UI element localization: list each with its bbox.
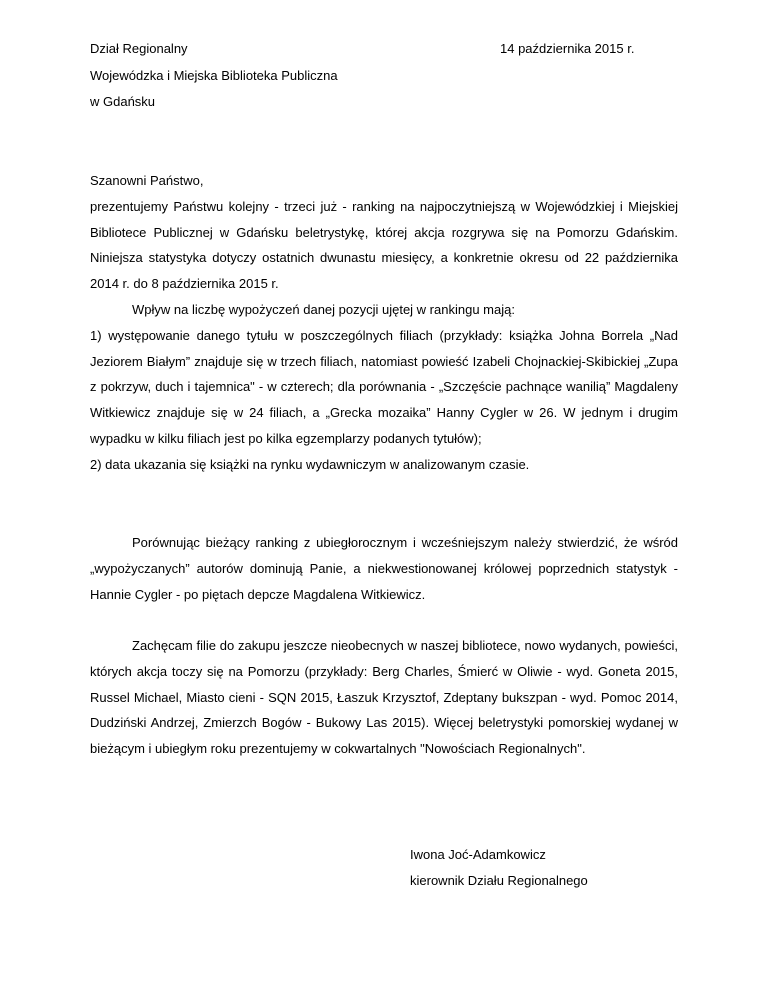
salutation: Szanowni Państwo, (90, 173, 204, 188)
factor-item-2: 2) data ukazania się książki na rynku wydawniczym w analizowanym czasie. (90, 456, 530, 472)
library-name: Wojewódzka i Miejska Biblioteka Publiczna (90, 68, 338, 83)
library-city: w Gdańsku (90, 94, 156, 109)
department-name: Dział Regionalny (90, 41, 188, 56)
signature-name: Iwona Joć-Adamkowicz (410, 847, 546, 862)
factor-item-1: 1) występowanie danego tytułu w poszczególnych filiach (przykłady: książka Johna Borrela „Nad Jeziorem Białym” znajduje się w trzech filiach, natomiast powieść Izabeli Chojnackiej-Skibickiej „Zupa z pokrzyw, duch i tajemnica" - w czterech; dla porównania - „Szczęście pachnące wanilią” Magdaleny Witkiewicz znajduje się w 24 filiach, a „Grecka mozaika” Hanny Cygler w 26. W jednym i drugim wypadku w kilku filiach jest po kilka egzemplarzy podanych tytułów); (90, 327, 678, 446)
letter-date: 14 października 2015 r. (500, 41, 635, 56)
paragraph-recommendation-block (90, 633, 678, 762)
paragraph-recommendation: Zachęcam filie do zakupu jeszcze nieobecnych w naszej bibliotece, nowo wydanych, powieści, których akcja toczy się na Pomorzu (przykłady: Berg Charles, Śmierć w Oliwie - wyd. Goneta 2015, Russel Michael, Miasto cieni - SQN 2015, Łaszuk Krzysztof, Zdeptany bukszpan - wyd. Pomoc 2014, Dudziński Andrzej, Zmierzch Bogów - Bukowy Las 2015). Więcej beletrystyki pomorskiej wydanej w bieżącym i ubiegłym roku prezentujemy w cokwartalnych "Nowościach Regionalnych". (90, 638, 678, 757)
paragraph-factors: Wpływ na liczbę wypożyczeń danej pozycji ujętej w rankingu mają: (132, 301, 515, 317)
paragraph-intro: prezentujemy Państwu kolejny - trzeci już - ranking na najpoczytniejszą w Wojewódzkiej i Miejskiej Bibliotece Publicznej w Gdańsku beletrystykę, której akcja rozgrywa się na Pomorzu Gdańskim. Niniejsza statystyka dotyczy ostatnich dwunastu miesięcy, a konkretnie okresu od 22 października 2014 r. do 8 października 2015 r. (90, 198, 678, 292)
paragraph-comparison: Porównując bieżący ranking z ubiegłorocznym i wcześniejszym należy stwierdzić, że wśród „wypożyczanych” autorów dominują Panie, a niekwestionowanej królowej poprzednich statystyk - Hannie Cygler - po piętach depcze Magdalena Witkiewicz. (90, 535, 678, 602)
paragraph-comparison-block (90, 530, 678, 607)
letter-body (90, 168, 678, 478)
signature-title: kierownik Działu Regionalnego (410, 873, 588, 888)
signature-block (410, 842, 588, 894)
